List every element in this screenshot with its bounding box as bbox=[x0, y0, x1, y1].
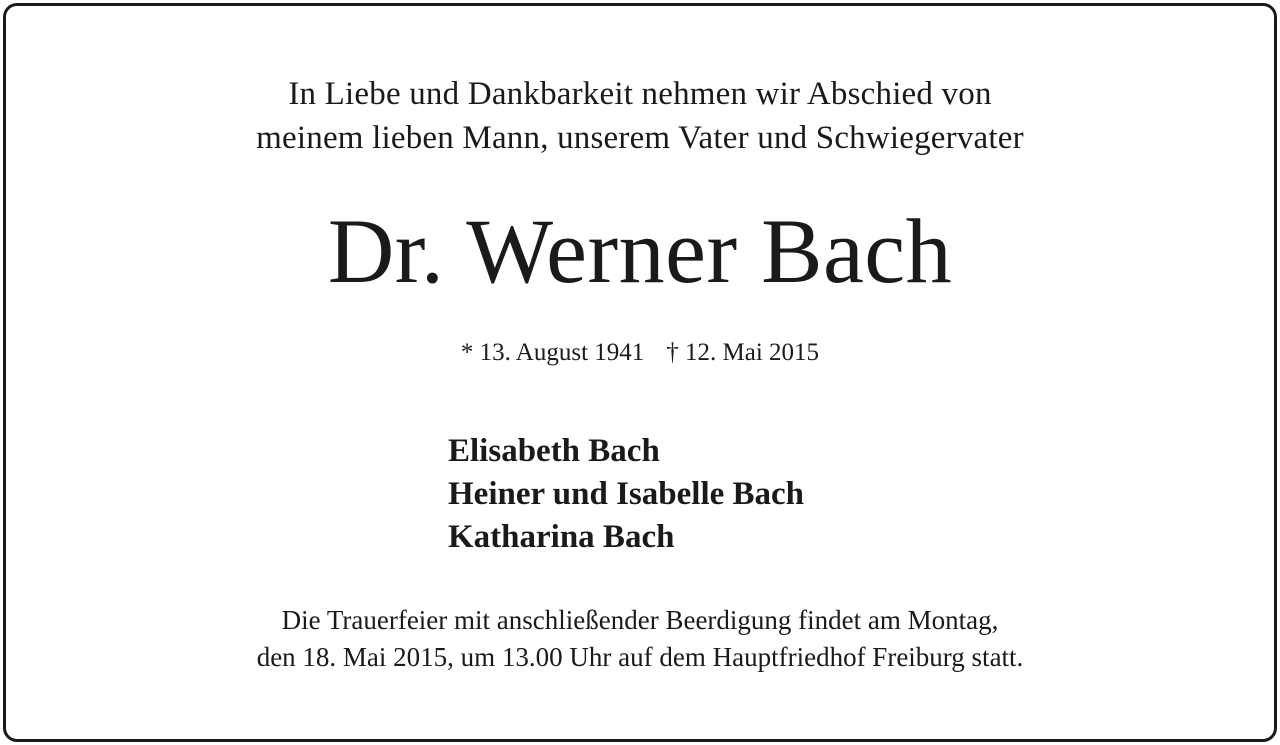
funeral-details bbox=[6, 602, 1274, 676]
intro-text bbox=[6, 72, 1274, 160]
funeral-line-1: Die Trauerfeier mit anschließender Beerdigung findet am Montag, bbox=[281, 605, 999, 635]
deceased-name: Dr. Werner Bach bbox=[327, 200, 953, 302]
intro-line-1: In Liebe und Dankbarkeit nehmen wir Abschied von bbox=[288, 76, 992, 112]
intro-line-2: meinem lieben Mann, unserem Vater und Schwiegervater bbox=[256, 120, 1024, 156]
obituary-notice bbox=[3, 3, 1277, 742]
funeral-line-2: den 18. Mai 2015, um 13.00 Uhr auf dem Hauptfriedhof Freiburg statt. bbox=[256, 642, 1024, 672]
mourners-list bbox=[448, 430, 804, 559]
mourner-name: Heiner und Isabelle Bach bbox=[448, 476, 805, 512]
mourner-name: Katharina Bach bbox=[448, 519, 675, 555]
mourner-name: Elisabeth Bach bbox=[448, 433, 660, 469]
death-date: † 12. Mai 2015 bbox=[666, 339, 820, 366]
birth-date: * 13. August 1941 bbox=[460, 339, 645, 366]
life-dates bbox=[6, 336, 1274, 370]
